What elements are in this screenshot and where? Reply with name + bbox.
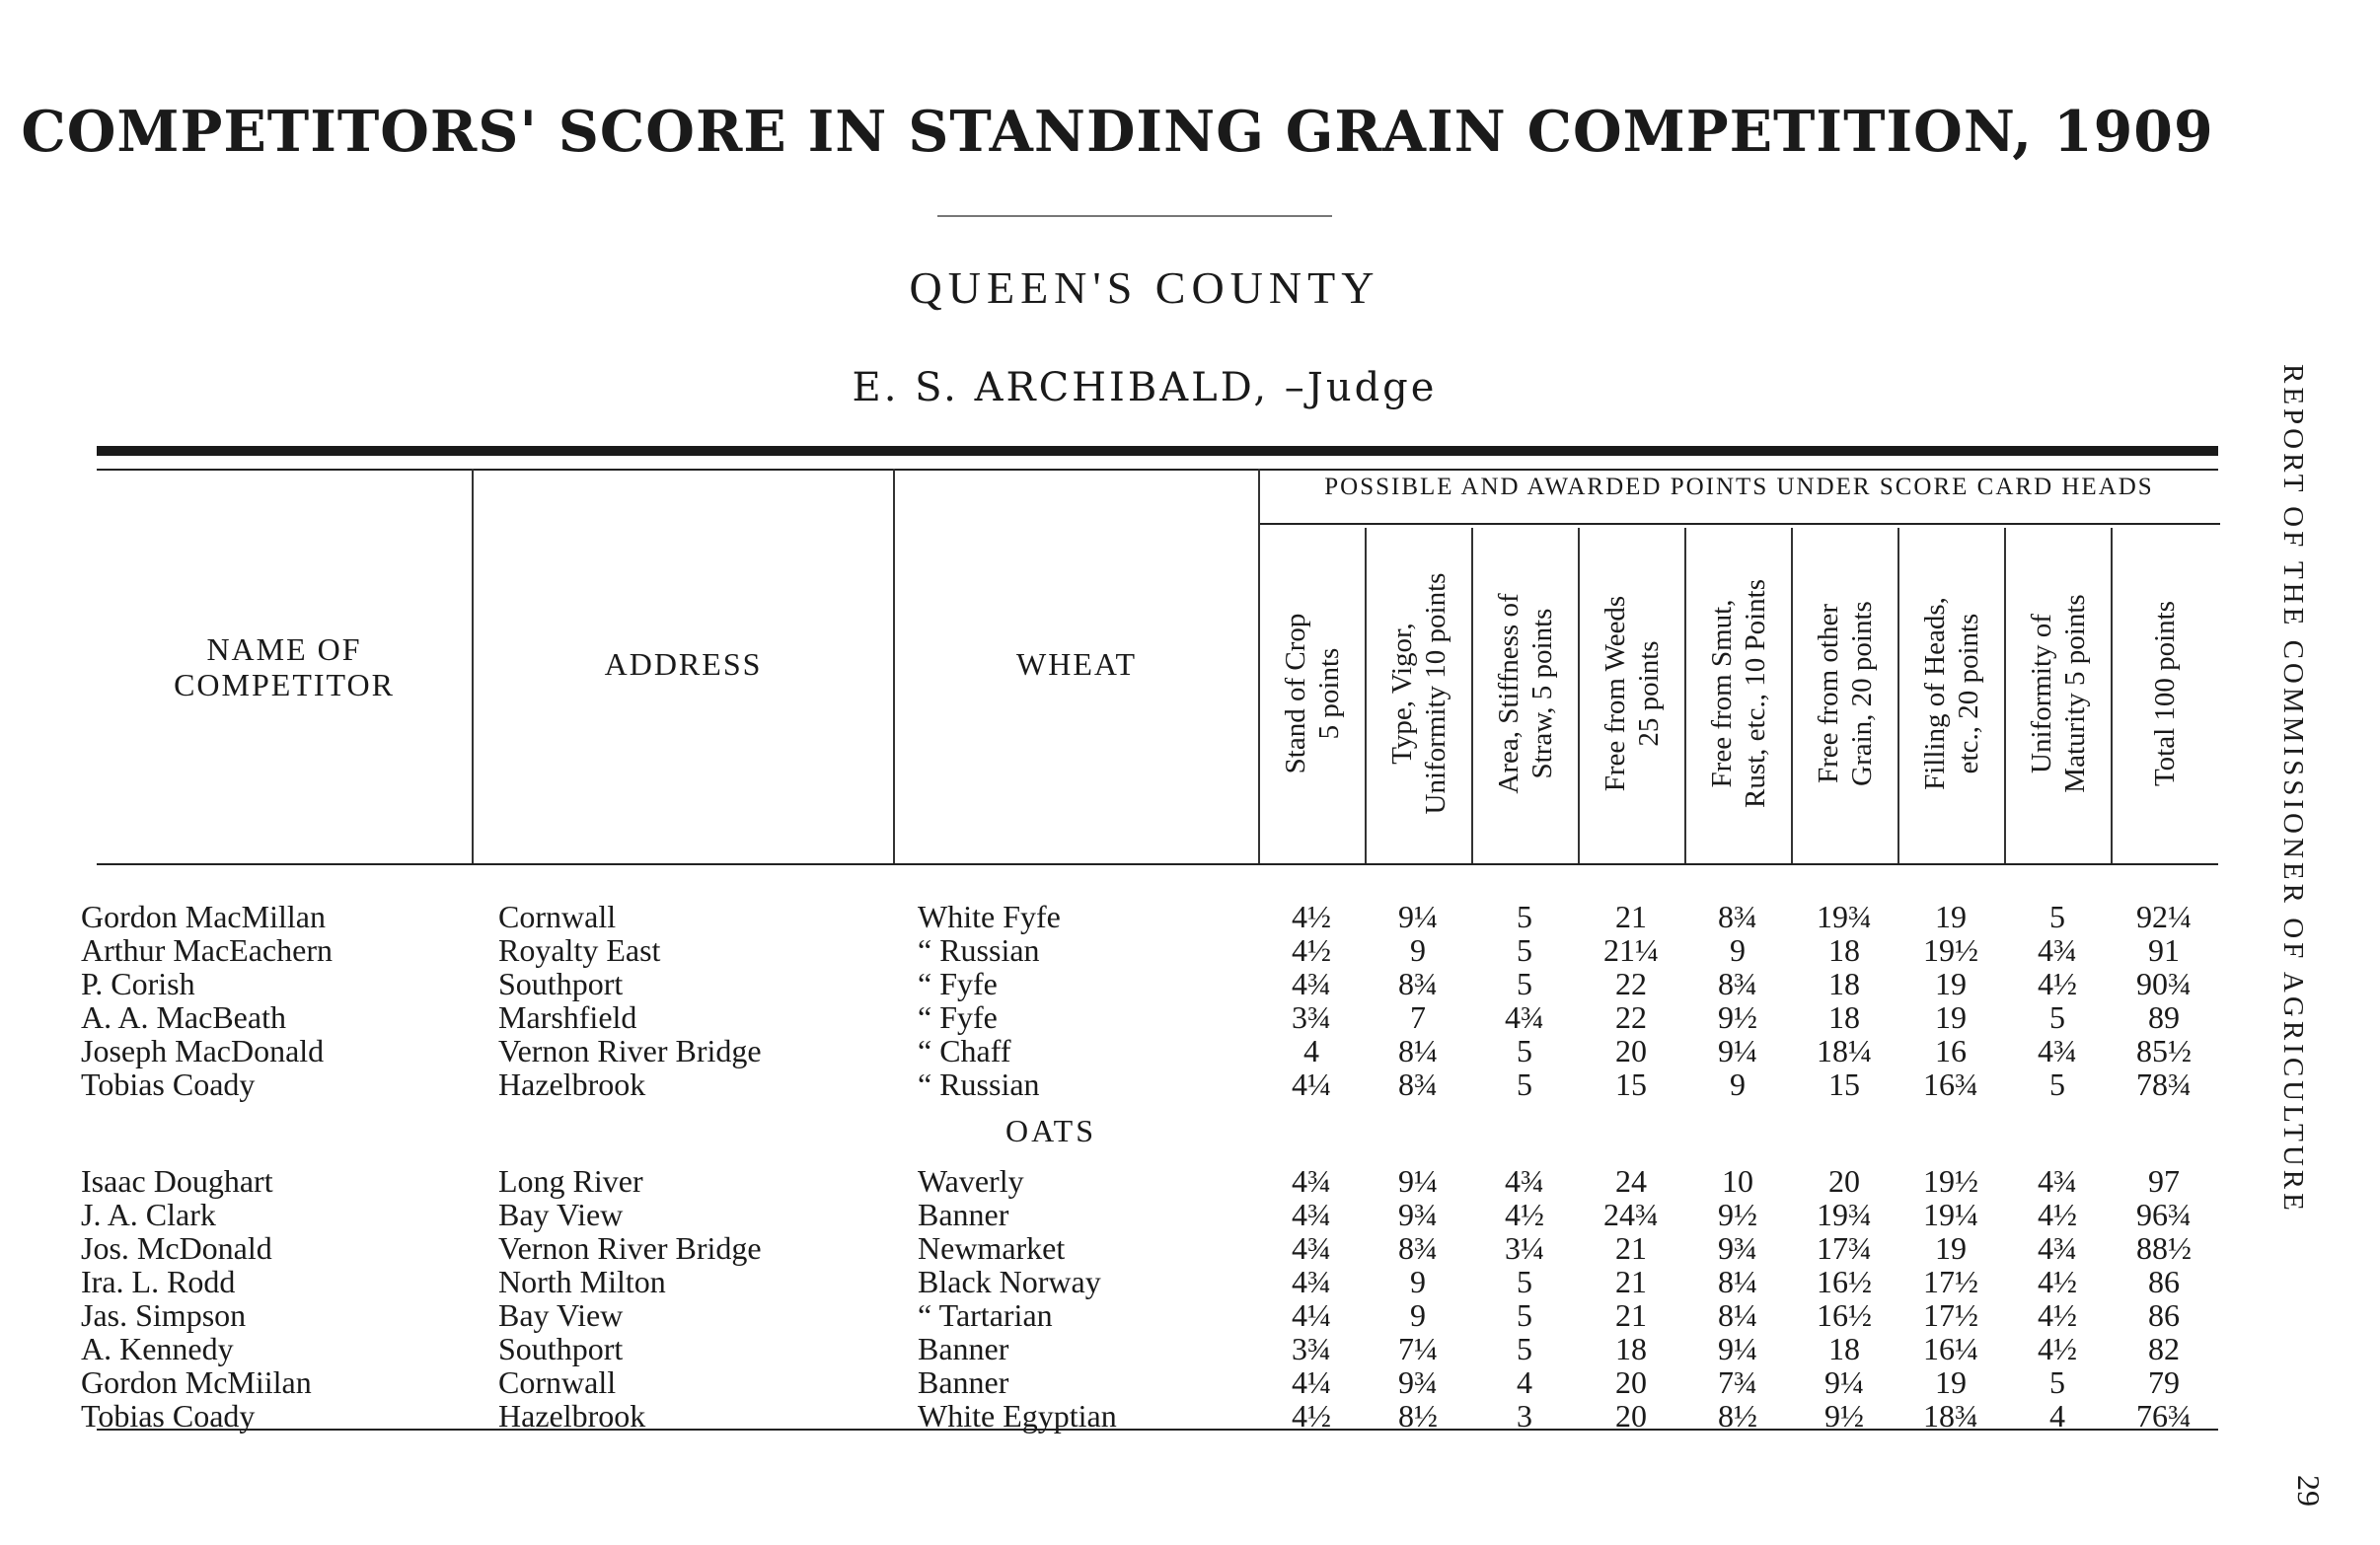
score-cell: 17½ [1923, 1297, 1978, 1333]
score-cell: 86 [2148, 1264, 2180, 1299]
page-number: 29 [2291, 1475, 2327, 1507]
score-cell: 9¼ [1718, 1331, 1757, 1366]
score-cell: 85½ [2136, 1033, 2192, 1068]
score-cell: 18 [1828, 999, 1860, 1035]
grain-column-header: WHEAT [1016, 646, 1137, 682]
score-cell: 7 [1410, 999, 1426, 1035]
score-cell: 5 [1517, 1297, 1532, 1333]
header-line: Straw, 5 points [1526, 608, 1558, 778]
score-cell: 10 [1722, 1163, 1753, 1199]
competitor-name: Ira. L. Rodd [81, 1264, 236, 1299]
name-header-line: NAME OF [206, 631, 362, 667]
score-cell: 4¾ [2038, 1033, 2077, 1068]
score-cell: 15 [1615, 1067, 1647, 1102]
header-line: etc., 20 points [1953, 613, 1984, 773]
score-cell: 21¼ [1603, 932, 1659, 968]
free-from-other-grain-header [1793, 528, 1897, 858]
score-cell: 4½ [1505, 1197, 1544, 1232]
score-cell: 4 [2049, 1398, 2065, 1434]
score-cell: 21 [1615, 1297, 1647, 1333]
score-cell: 20 [1615, 1398, 1647, 1434]
score-cell: 22 [1615, 966, 1647, 1001]
score-cell: 17½ [1923, 1264, 1978, 1299]
score-cell: 18¾ [1923, 1398, 1978, 1434]
header-line: Rust, etc., 10 Points [1740, 578, 1771, 808]
header-line: Total 100 points [2149, 600, 2181, 786]
score-cell: 3¾ [1292, 1331, 1331, 1366]
grain-variety: “ Tartarian [918, 1297, 1053, 1333]
score-cell: 4¼ [1292, 1364, 1331, 1400]
competitor-address: Cornwall [498, 1364, 617, 1400]
score-cell: 86 [2148, 1297, 2180, 1333]
score-cell: 3 [1517, 1398, 1532, 1434]
score-cell: 8½ [1398, 1398, 1438, 1434]
score-cell: 5 [1517, 1331, 1532, 1366]
score-cell: 79 [2148, 1364, 2180, 1400]
score-cell: 8½ [1718, 1398, 1757, 1434]
header-line: Grain, 20 points [1846, 600, 1878, 786]
score-cell: 4¾ [2038, 932, 2077, 968]
competitor-name: Tobias Coady [81, 1398, 256, 1434]
header-line: Area, Stiffness of [1493, 592, 1525, 794]
score-cell: 9¼ [1398, 1163, 1438, 1199]
score-cell: 4½ [2038, 1331, 2077, 1366]
competitor-name: P. Corish [81, 966, 195, 1001]
header-line: Maturity 5 points [2059, 593, 2091, 793]
score-cell: 17¾ [1817, 1230, 1872, 1266]
score-cell: 5 [1517, 1067, 1532, 1102]
score-cell: 9 [1410, 1264, 1426, 1299]
score-cell: 19 [1935, 1230, 1967, 1266]
score-cell: 7¼ [1398, 1331, 1438, 1366]
competitor-address: Long River [498, 1163, 643, 1199]
score-cell: 8¾ [1718, 966, 1757, 1001]
competitor-address: Cornwall [498, 899, 617, 934]
score-cell: 4 [1517, 1364, 1532, 1400]
score-cell: 5 [1517, 966, 1532, 1001]
score-cell: 9¾ [1398, 1197, 1438, 1232]
score-cell: 9 [1410, 1297, 1426, 1333]
score-cell: 9¾ [1718, 1230, 1757, 1266]
oats-section-label: OATS [1004, 1113, 1096, 1148]
score-cell: 19½ [1923, 932, 1978, 968]
score-cell: 9¼ [1718, 1033, 1757, 1068]
competitor-name: Joseph MacDonald [81, 1033, 325, 1068]
competitor-name: Isaac Doughart [81, 1163, 273, 1199]
score-cell: 9¼ [1398, 899, 1438, 934]
score-cell: 18 [1828, 932, 1860, 968]
header-line: Filling of Heads, [1919, 596, 1951, 790]
free-from-weeds-header [1580, 528, 1684, 858]
grain-variety: “ Russian [918, 1067, 1040, 1102]
competitor-name: Tobias Coady [81, 1067, 256, 1102]
competitor-address: Marshfield [498, 999, 637, 1035]
header-line: Free from Weeds [1599, 595, 1631, 791]
header-rule [97, 469, 2218, 471]
running-side-title: REPORT OF THE COMMISSIONER OF AGRICULTURE [2277, 364, 2309, 1214]
score-cell: 5 [1517, 932, 1532, 968]
score-cell: 8¼ [1718, 1297, 1757, 1333]
score-cell: 21 [1615, 1230, 1647, 1266]
judge-line: E. S. ARCHIBALD, –Judge [852, 365, 1438, 410]
score-cell: 18 [1828, 1331, 1860, 1366]
score-cell: 4¾ [2038, 1163, 2077, 1199]
score-cell: 5 [1517, 1264, 1532, 1299]
grain-variety: “ Chaff [918, 1033, 1011, 1068]
header-line: Free from Smut, [1706, 599, 1738, 787]
score-cell: 96¾ [2136, 1197, 2192, 1232]
score-cell: 19½ [1923, 1163, 1978, 1199]
score-cell: 4¾ [1292, 1230, 1331, 1266]
score-cell: 8¼ [1718, 1264, 1757, 1299]
competitor-name: A. A. MacBeath [81, 999, 286, 1035]
score-cell: 4½ [2038, 1297, 2077, 1333]
score-cell: 16½ [1817, 1264, 1872, 1299]
score-cell: 4½ [1292, 899, 1331, 934]
score-cell: 4¾ [1505, 999, 1544, 1035]
grain-variety: “ Fyfe [918, 966, 998, 1001]
score-card-heads-header: POSSIBLE AND AWARDED POINTS UNDER SCORE CARD HEADS [1324, 474, 2154, 500]
score-cell: 16¼ [1923, 1331, 1978, 1366]
score-cell: 3¼ [1505, 1230, 1544, 1266]
score-cell: 5 [2049, 1364, 2065, 1400]
competitor-name: A. Kennedy [81, 1331, 234, 1366]
header-line: Uniformity of [2026, 613, 2057, 773]
score-cell: 7¾ [1718, 1364, 1757, 1400]
competitor-address: Bay View [498, 1197, 624, 1232]
score-cell: 4¾ [2038, 1230, 2077, 1266]
county-subtitle: QUEEN'S COUNTY [909, 262, 1380, 313]
score-cell: 82 [2148, 1331, 2180, 1366]
score-cell: 76¾ [2136, 1398, 2192, 1434]
competitor-name: Arthur MacEachern [81, 932, 333, 968]
score-cell: 4½ [2038, 1264, 2077, 1299]
competitor-address: Royalty East [498, 932, 661, 968]
competitor-address: Bay View [498, 1297, 624, 1333]
score-cell: 4½ [1292, 1398, 1331, 1434]
score-cell: 19 [1935, 966, 1967, 1001]
grain-variety: “ Russian [918, 932, 1040, 968]
competitor-name: Jos. McDonald [81, 1230, 272, 1266]
score-cell: 9¼ [1824, 1364, 1864, 1400]
competitor-name: J. A. Clark [81, 1197, 216, 1232]
header-line: Uniformity 10 points [1420, 572, 1451, 814]
header-bottom-rule [97, 863, 2218, 865]
score-cell: 4¾ [1292, 966, 1331, 1001]
score-cell: 16 [1935, 1033, 1967, 1068]
header-line: Free from other [1813, 603, 1844, 783]
score-cell: 4¾ [1505, 1163, 1544, 1199]
header-line: 5 points [1313, 647, 1345, 739]
header-line: 25 points [1633, 639, 1665, 747]
competitor-address: Vernon River Bridge [498, 1230, 762, 1266]
score-cell: 4½ [2038, 966, 2077, 1001]
score-cell: 19 [1935, 1364, 1967, 1400]
grain-variety: Waverly [918, 1163, 1024, 1199]
score-cell: 4 [1303, 1033, 1319, 1068]
competitor-address: Hazelbrook [498, 1067, 646, 1102]
address-column-header: ADDRESS [604, 646, 763, 682]
score-cell: 4½ [2038, 1197, 2077, 1232]
grain-variety: Banner [918, 1197, 1009, 1232]
grain-variety: “ Fyfe [918, 999, 998, 1035]
competitor-address: Southport [498, 1331, 624, 1366]
score-cell: 9½ [1718, 1197, 1757, 1232]
name-header-line: COMPETITOR [174, 667, 395, 702]
score-cell: 4¾ [1292, 1163, 1331, 1199]
type-vigor-header [1367, 528, 1471, 858]
score-cell: 19 [1935, 999, 1967, 1035]
score-cell: 4¼ [1292, 1067, 1331, 1102]
score-cell: 97 [2148, 1163, 2180, 1199]
score-cell: 9½ [1824, 1398, 1864, 1434]
score-cell: 92¼ [2136, 899, 2192, 934]
competitor-address: Southport [498, 966, 624, 1001]
competitor-name: Gordon McMiilan [81, 1364, 312, 1400]
score-cell: 19¾ [1817, 899, 1872, 934]
header-line: Stand of Crop [1280, 613, 1311, 773]
total-points-header [2113, 528, 2217, 858]
filling-of-heads-header [1899, 528, 2004, 858]
competitor-name: Jas. Simpson [81, 1297, 247, 1333]
stand-of-crop-header [1260, 528, 1365, 858]
score-cell: 22 [1615, 999, 1647, 1035]
score-cell: 5 [2049, 1067, 2065, 1102]
score-cell: 20 [1615, 1364, 1647, 1400]
score-cell: 78¾ [2136, 1067, 2192, 1102]
score-cell: 88½ [2136, 1230, 2192, 1266]
score-cell: 4¾ [1292, 1197, 1331, 1232]
score-cell: 16¾ [1923, 1067, 1978, 1102]
score-cell: 9¾ [1398, 1364, 1438, 1400]
score-cell: 4½ [1292, 932, 1331, 968]
grain-variety: Banner [918, 1331, 1009, 1366]
score-cell: 90¾ [2136, 966, 2192, 1001]
score-cell: 89 [2148, 999, 2180, 1035]
area-stiffness-header [1473, 528, 1578, 858]
name-column-header [97, 631, 472, 702]
table-top-rule [97, 446, 2218, 456]
score-cell: 9 [1730, 1067, 1746, 1102]
score-cell: 5 [2049, 999, 2065, 1035]
score-cell: 8¼ [1398, 1033, 1438, 1068]
score-cell: 5 [2049, 899, 2065, 934]
score-cell: 8¾ [1398, 966, 1438, 1001]
score-cell: 9½ [1718, 999, 1757, 1035]
title-divider [937, 215, 1332, 217]
score-cell: 18 [1615, 1331, 1647, 1366]
uniformity-of-maturity-header [2006, 528, 2111, 858]
grain-variety: Black Norway [918, 1264, 1101, 1299]
header-line: Type, Vigor, [1386, 622, 1418, 765]
score-cell: 5 [1517, 899, 1532, 934]
score-cell: 18 [1828, 966, 1860, 1001]
competitor-address: Hazelbrook [498, 1398, 646, 1434]
score-cell: 15 [1828, 1067, 1860, 1102]
grain-variety: White Fyfe [918, 899, 1061, 934]
competitor-address: North Milton [498, 1264, 666, 1299]
competitor-name: Gordon MacMillan [81, 899, 326, 934]
grain-variety: Newmarket [918, 1230, 1066, 1266]
score-cell: 4¼ [1292, 1297, 1331, 1333]
score-cell: 21 [1615, 1264, 1647, 1299]
score-cell: 8¾ [1398, 1067, 1438, 1102]
free-from-smut-header [1686, 528, 1791, 858]
span-rule [1258, 523, 2220, 525]
page-title: COMPETITORS' SCORE IN STANDING GRAIN COMPETITION, 1909 [21, 99, 2214, 165]
score-cell: 19¼ [1923, 1197, 1978, 1232]
score-cell: 8¾ [1718, 899, 1757, 934]
score-cell: 9 [1730, 932, 1746, 968]
score-cell: 24 [1615, 1163, 1647, 1199]
score-cell: 5 [1517, 1033, 1532, 1068]
score-cell: 19 [1935, 899, 1967, 934]
grain-variety: White Egyptian [918, 1398, 1117, 1434]
score-cell: 3¾ [1292, 999, 1331, 1035]
grain-variety: Banner [918, 1364, 1009, 1400]
score-cell: 18¼ [1817, 1033, 1872, 1068]
score-cell: 4¾ [1292, 1264, 1331, 1299]
score-cell: 9 [1410, 932, 1426, 968]
score-cell: 20 [1828, 1163, 1860, 1199]
score-cell: 19¾ [1817, 1197, 1872, 1232]
score-cell: 16½ [1817, 1297, 1872, 1333]
score-cell: 24¾ [1603, 1197, 1659, 1232]
competitor-address: Vernon River Bridge [498, 1033, 762, 1068]
score-cell: 91 [2148, 932, 2180, 968]
score-cell: 8¾ [1398, 1230, 1438, 1266]
score-cell: 20 [1615, 1033, 1647, 1068]
score-cell: 21 [1615, 899, 1647, 934]
